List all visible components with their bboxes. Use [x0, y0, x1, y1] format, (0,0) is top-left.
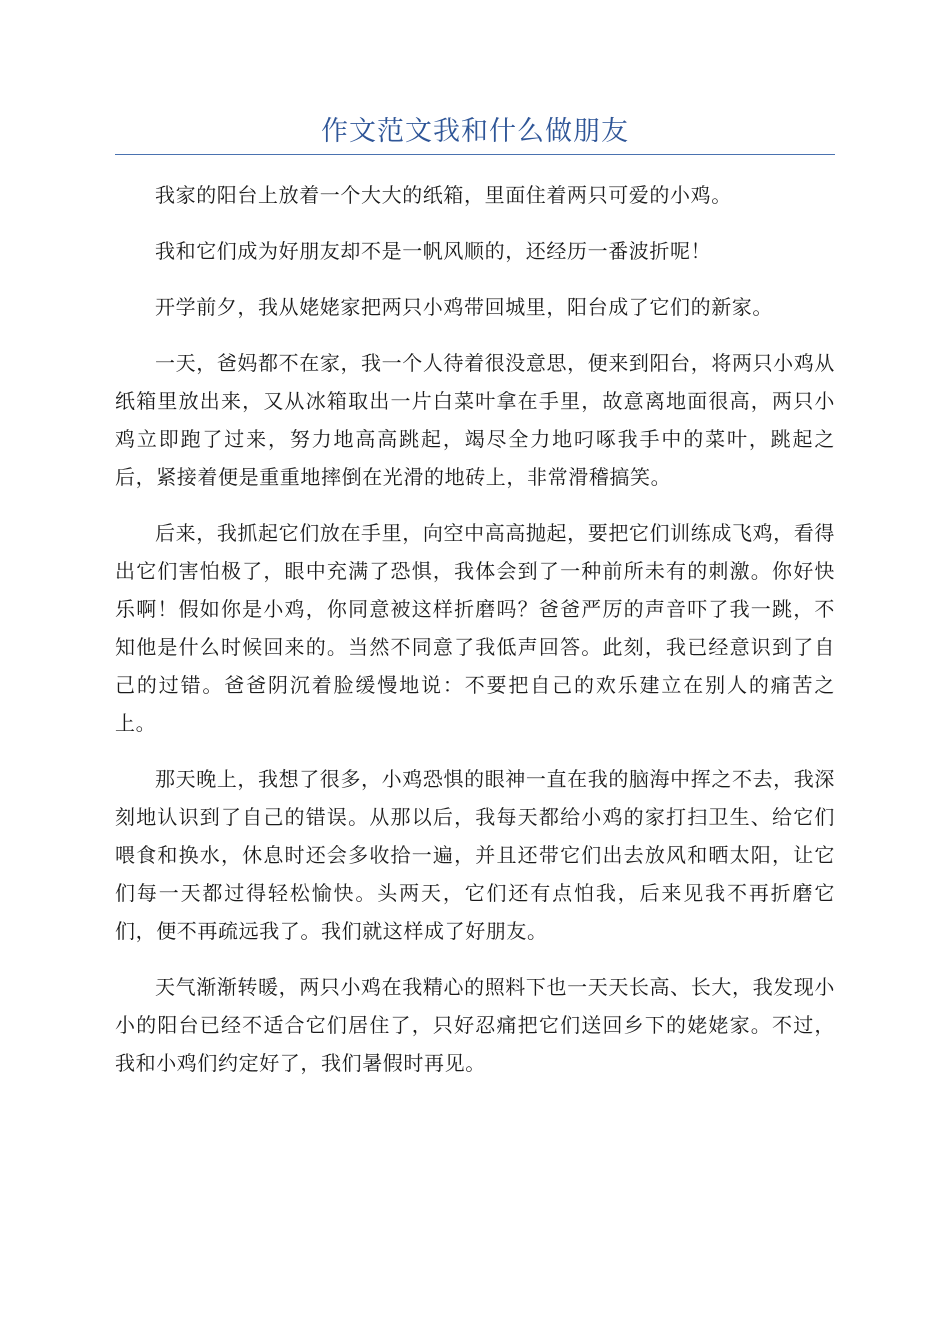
paragraph-4: 一天，爸妈都不在家，我一个人待着很没意思，便来到阳台，将两只小鸡从纸箱里放出来，又从冰箱取出一片白菜叶拿在手里，故意离地面很高，两只小鸡立即跑了过来，努力地高高跳起，竭尽全力地叼啄我手中的菜叶，跳起之后，紧接着便是重重地摔倒在光滑的地砖上，非常滑稽搞笑。: [115, 351, 835, 489]
paragraph-7: 天气渐渐转暖，两只小鸡在我精心的照料下也一天天长高、长大，我发现小小的阳台已经不适合它们居住了，只好忍痛把它们送回乡下的姥姥家。不过，我和小鸡们约定好了，我们暑假时再见。: [115, 975, 835, 1075]
paragraph-3: 开学前夕，我从姥姥家把两只小鸡带回城里，阳台成了它们的新家。: [155, 295, 773, 319]
title-underline: [115, 154, 835, 155]
document-body: [115, 176, 835, 1100]
paragraph-2: 我和它们成为好朋友却不是一帆风顺的，还经历一番波折呢！: [155, 239, 712, 263]
paragraph-1: 我家的阳台上放着一个大大的纸箱，里面住着两只可爱的小鸡。: [155, 183, 732, 207]
paragraph-5: 后来，我抓起它们放在手里，向空中高高抛起，要把它们训练成飞鸡，看得出它们害怕极了，眼中充满了恐惧，我体会到了一种前所未有的刺激。你好快乐啊！假如你是小鸡，你同意被这样折磨吗？爸爸严厉的声音吓了我一跳，不知他是什么时候回来的。当然不同意了我低声回答。此刻，我已经意识到了自己的过错。爸爸阴沉着脸缓慢地说：不要把自己的欢乐建立在别人的痛苦之上。: [115, 521, 835, 735]
paragraph-6: 那天晚上，我想了很多，小鸡恐惧的眼神一直在我的脑海中挥之不去，我深刻地认识到了自己的错误。从那以后，我每天都给小鸡的家打扫卫生、给它们喂食和换水，休息时还会多收拾一遍，并且还带它们出去放风和晒太阳，让它们每一天都过得轻松愉快。头两天，它们还有点怕我，后来见我不再折磨它们，便不再疏远我了。我们就这样成了好朋友。: [115, 767, 835, 943]
document-title: 作文范文我和什么做朋友: [321, 116, 629, 147]
